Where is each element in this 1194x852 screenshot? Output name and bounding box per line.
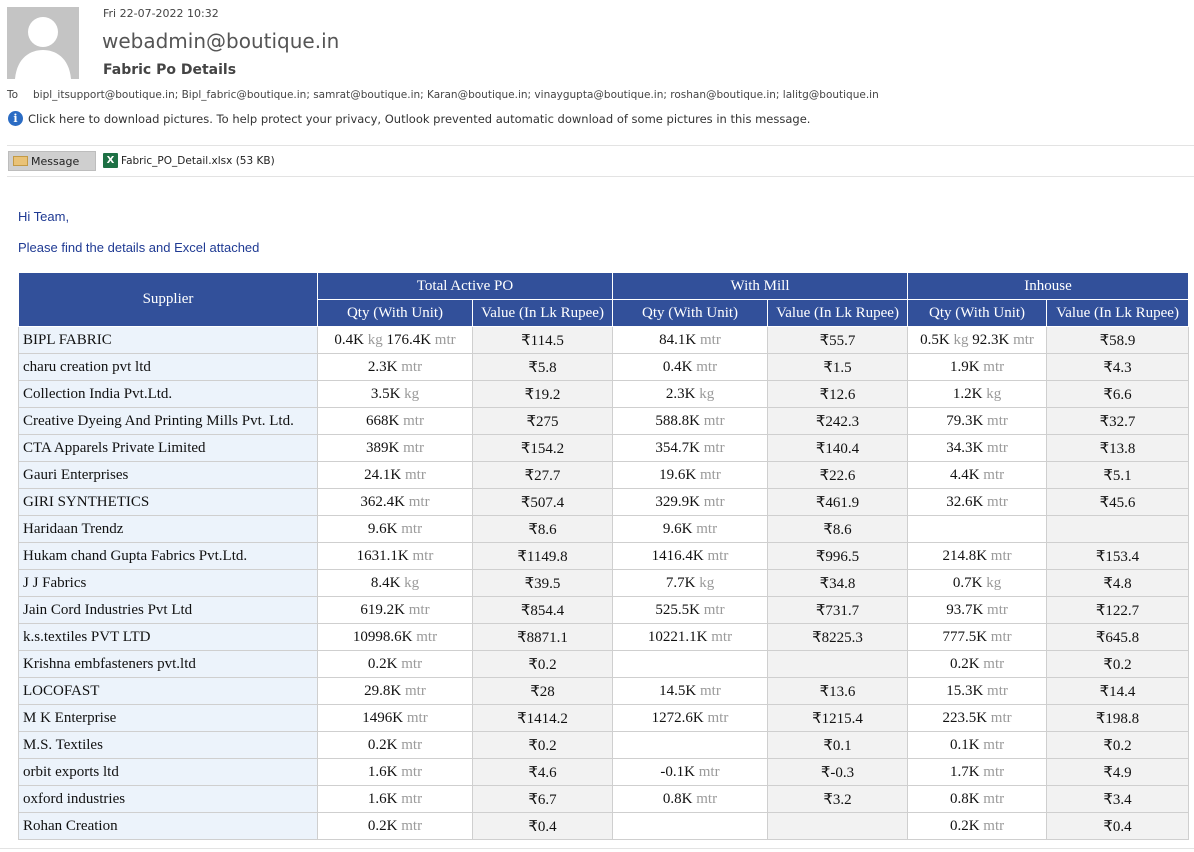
- supplier-cell: CTA Apparels Private Limited: [19, 435, 318, 462]
- qty-cell: [908, 786, 1047, 813]
- value-cell: ₹507.4: [473, 489, 613, 516]
- privacy-notice-text[interactable]: Click here to download pictures. To help protect your privacy, Outlook prevented automatic download of some pictures in this message.: [28, 111, 811, 126]
- qty-amount: 24.1K: [364, 466, 402, 483]
- supplier-cell: Hukam chand Gupta Fabrics Pvt.Ltd.: [19, 543, 318, 570]
- qty-unit: mtr: [983, 655, 1005, 672]
- value-cell: ₹1.5: [768, 354, 908, 381]
- excel-icon: X: [103, 153, 118, 168]
- qty-amount: 1.2K: [952, 385, 983, 402]
- qty-amount: 2.3K: [367, 358, 398, 375]
- qty-unit: kg: [404, 574, 420, 591]
- qty-unit: mtr: [405, 466, 426, 483]
- qty-unit: mtr: [987, 493, 1008, 510]
- supplier-cell: k.s.textiles PVT LTD: [19, 624, 318, 651]
- value-cell: ₹996.5: [768, 543, 908, 570]
- supplier-cell: oxford industries: [19, 786, 318, 813]
- qty-amount: 1631.1K: [356, 547, 409, 564]
- qty-cell: [908, 516, 1047, 543]
- table-row: [19, 759, 1189, 786]
- qty-cell: [613, 543, 768, 570]
- value-cell: ₹114.5: [473, 327, 613, 354]
- value-cell: ₹4.9: [1047, 759, 1189, 786]
- qty-unit: mtr: [401, 790, 423, 807]
- qty-unit: mtr: [983, 736, 1005, 753]
- value-cell: ₹13.6: [768, 678, 908, 705]
- email-date: Fri 22-07-2022 10:32: [103, 7, 219, 20]
- qty-cell: [318, 516, 473, 543]
- header-inhouse-qty: Qty (With Unit): [908, 300, 1047, 327]
- qty-cell: [908, 597, 1047, 624]
- qty-unit: mtr: [987, 412, 1008, 429]
- header-with-mill: With Mill: [613, 273, 908, 300]
- qty-unit: kg: [699, 385, 715, 402]
- supplier-cell: M.S. Textiles: [19, 732, 318, 759]
- qty-amount: 3.5K: [370, 385, 401, 402]
- attachment-label[interactable]: Fabric_PO_Detail.xlsx (53 KB): [121, 154, 275, 167]
- value-cell: ₹275: [473, 408, 613, 435]
- value-cell: ₹22.6: [768, 462, 908, 489]
- header-inhouse: Inhouse: [908, 273, 1189, 300]
- header-total-active-po: Total Active PO: [318, 273, 613, 300]
- table-row: [19, 732, 1189, 759]
- table-row: [19, 462, 1189, 489]
- supplier-cell: J J Fabrics: [19, 570, 318, 597]
- qty-cell: [613, 705, 768, 732]
- value-cell: ₹8.6: [768, 516, 908, 543]
- table-row: [19, 570, 1189, 597]
- value-cell: ₹4.6: [473, 759, 613, 786]
- qty-cell: [908, 813, 1047, 840]
- qty-unit: mtr: [401, 817, 423, 834]
- qty-unit: mtr: [707, 709, 729, 726]
- qty-cell: [908, 732, 1047, 759]
- qty-amount: 389K: [366, 439, 400, 456]
- qty-cell: [613, 624, 768, 651]
- value-cell: ₹140.4: [768, 435, 908, 462]
- qty-cell: [318, 327, 473, 354]
- qty-amount: 84.1K: [659, 331, 697, 348]
- table-row: [19, 381, 1189, 408]
- recipient-list[interactable]: bipl_itsupport@boutique.in; Bipl_fabric@boutique.in; samrat@boutique.in; Karan@boutique.in; vinaygupta@boutique.in; roshan@boutique.in; lalitg@boutique.in: [33, 89, 879, 101]
- qty-amount: 777.5K: [942, 628, 988, 645]
- greeting-text: Hi Team,: [18, 209, 70, 224]
- table-row: [19, 543, 1189, 570]
- qty-unit: mtr: [983, 763, 1005, 780]
- sender-avatar: [7, 7, 79, 79]
- qty-cell: [613, 678, 768, 705]
- qty-cell: [908, 759, 1047, 786]
- qty-unit: mtr: [403, 412, 424, 429]
- qty-unit: mtr: [987, 439, 1008, 456]
- qty-unit: mtr: [401, 736, 423, 753]
- value-cell: ₹28: [473, 678, 613, 705]
- table-row: [19, 327, 1189, 354]
- qty-cell: [908, 624, 1047, 651]
- value-cell: ₹154.2: [473, 435, 613, 462]
- qty-unit: mtr: [403, 439, 424, 456]
- qty-unit: mtr: [434, 331, 456, 348]
- value-cell: ₹0.2: [473, 651, 613, 678]
- qty-amount: 0.4K: [662, 358, 693, 375]
- qty-unit: mtr: [987, 682, 1008, 699]
- qty-unit: kg: [367, 331, 383, 348]
- header-inhouse-value: Value (In Lk Rupee): [1047, 300, 1189, 327]
- qty-amount: 588.8K: [655, 412, 701, 429]
- value-cell: ₹198.8: [1047, 705, 1189, 732]
- qty-unit: mtr: [983, 358, 1005, 375]
- value-cell: ₹1414.2: [473, 705, 613, 732]
- value-cell: ₹6.7: [473, 786, 613, 813]
- qty-amount: 223.5K: [942, 709, 988, 726]
- value-cell: ₹12.6: [768, 381, 908, 408]
- qty-unit: kg: [953, 331, 969, 348]
- qty-cell: [318, 624, 473, 651]
- qty-amount: 19.6K: [659, 466, 697, 483]
- qty-cell: [613, 759, 768, 786]
- qty-cell: [908, 408, 1047, 435]
- value-cell: ₹55.7: [768, 327, 908, 354]
- table-row: [19, 813, 1189, 840]
- header-total-value: Value (In Lk Rupee): [473, 300, 613, 327]
- qty-cell: [908, 651, 1047, 678]
- qty-cell: [613, 597, 768, 624]
- divider: [7, 176, 1194, 177]
- table-row: [19, 705, 1189, 732]
- qty-unit: mtr: [703, 439, 725, 456]
- qty-amount: 0.4K: [334, 331, 364, 348]
- table-row: [19, 597, 1189, 624]
- value-cell: ₹27.7: [473, 462, 613, 489]
- header-total-qty: Qty (With Unit): [318, 300, 473, 327]
- qty-unit: mtr: [416, 628, 438, 645]
- value-cell: ₹45.6: [1047, 489, 1189, 516]
- qty-unit: mtr: [707, 547, 729, 564]
- person-icon: [7, 7, 79, 79]
- qty-cell: [318, 597, 473, 624]
- value-cell: ₹8225.3: [768, 624, 908, 651]
- qty-cell: [318, 543, 473, 570]
- value-cell: ₹4.3: [1047, 354, 1189, 381]
- qty-amount: 1272.6K: [651, 709, 704, 726]
- qty-amount: 4.4K: [949, 466, 980, 483]
- qty-unit: mtr: [700, 466, 721, 483]
- header-mill-qty: Qty (With Unit): [613, 300, 768, 327]
- qty-cell: [318, 462, 473, 489]
- table-row: [19, 516, 1189, 543]
- value-cell: ₹242.3: [768, 408, 908, 435]
- qty-cell: [908, 489, 1047, 516]
- qty-amount: 0.2K: [367, 817, 398, 834]
- value-cell: ₹5.1: [1047, 462, 1189, 489]
- qty-unit: mtr: [401, 655, 423, 672]
- recipients-row: [7, 89, 879, 101]
- qty-cell: [908, 462, 1047, 489]
- supplier-cell: Krishna embfasteners pvt.ltd: [19, 651, 318, 678]
- value-cell: ₹122.7: [1047, 597, 1189, 624]
- qty-amount: 1.7K: [949, 763, 980, 780]
- table-row: [19, 435, 1189, 462]
- value-cell: ₹0.4: [1047, 813, 1189, 840]
- qty-cell: [613, 462, 768, 489]
- supplier-cell: BIPL FABRIC: [19, 327, 318, 354]
- value-cell: ₹0.2: [1047, 732, 1189, 759]
- qty-cell: [318, 786, 473, 813]
- qty-unit: mtr: [401, 763, 423, 780]
- value-cell: ₹-0.3: [768, 759, 908, 786]
- value-cell: ₹5.8: [473, 354, 613, 381]
- qty-cell: [318, 570, 473, 597]
- qty-unit: kg: [404, 385, 420, 402]
- email-subject: Fabric Po Details: [103, 62, 237, 78]
- supplier-cell: M K Enterprise: [19, 705, 318, 732]
- value-cell: ₹0.2: [473, 732, 613, 759]
- value-cell: ₹6.6: [1047, 381, 1189, 408]
- intro-text: Please find the details and Excel attached: [18, 240, 260, 255]
- qty-unit: mtr: [696, 358, 718, 375]
- qty-unit: mtr: [401, 358, 423, 375]
- qty-amount: 14.5K: [659, 682, 697, 699]
- qty-amount: 10221.1K: [647, 628, 708, 645]
- qty-amount: 7.7K: [665, 574, 696, 591]
- email-header: [0, 0, 1194, 176]
- attachment-item[interactable]: [103, 153, 275, 168]
- qty-cell: [318, 354, 473, 381]
- qty-unit: mtr: [983, 466, 1005, 483]
- qty-cell: [908, 435, 1047, 462]
- value-cell: ₹0.4: [473, 813, 613, 840]
- value-cell: ₹3.4: [1047, 786, 1189, 813]
- qty-amount: 0.2K: [367, 655, 398, 672]
- qty-amount: 92.3K: [972, 331, 1010, 348]
- qty-unit: mtr: [696, 520, 718, 537]
- qty-cell: [908, 327, 1047, 354]
- qty-amount: 32.6K: [946, 493, 984, 510]
- qty-cell: [613, 408, 768, 435]
- qty-amount: 1.6K: [367, 790, 398, 807]
- qty-cell: [908, 543, 1047, 570]
- qty-unit: mtr: [990, 628, 1012, 645]
- value-cell: ₹1215.4: [768, 705, 908, 732]
- qty-amount: 0.5K: [920, 331, 950, 348]
- value-cell: ₹58.9: [1047, 327, 1189, 354]
- qty-unit: mtr: [703, 493, 725, 510]
- value-cell: ₹4.8: [1047, 570, 1189, 597]
- value-cell: ₹19.2: [473, 381, 613, 408]
- qty-cell: [318, 651, 473, 678]
- qty-cell: [613, 732, 768, 759]
- qty-amount: 2.3K: [665, 385, 696, 402]
- qty-amount: 214.8K: [942, 547, 988, 564]
- qty-unit: mtr: [408, 601, 430, 618]
- to-label: To: [7, 89, 19, 101]
- table-row: [19, 786, 1189, 813]
- qty-amount: 1496K: [362, 709, 404, 726]
- privacy-notice[interactable]: [8, 111, 810, 126]
- value-cell: [1047, 516, 1189, 543]
- qty-amount: 9.6K: [662, 520, 693, 537]
- qty-unit: mtr: [700, 682, 721, 699]
- qty-amount: 0.2K: [367, 736, 398, 753]
- qty-unit: mtr: [408, 493, 430, 510]
- qty-unit: mtr: [990, 547, 1012, 564]
- qty-amount: 0.1K: [949, 736, 980, 753]
- qty-amount: 0.8K: [949, 790, 980, 807]
- supplier-cell: Haridaan Trendz: [19, 516, 318, 543]
- qty-cell: [318, 732, 473, 759]
- qty-unit: mtr: [698, 763, 720, 780]
- qty-cell: [613, 489, 768, 516]
- qty-amount: 0.2K: [949, 655, 980, 672]
- header-supplier: Supplier: [19, 273, 318, 327]
- value-cell: ₹854.4: [473, 597, 613, 624]
- qty-amount: 79.3K: [946, 412, 984, 429]
- qty-amount: 0.7K: [952, 574, 983, 591]
- qty-unit: mtr: [703, 412, 725, 429]
- value-cell: ₹645.8: [1047, 624, 1189, 651]
- qty-cell: [908, 705, 1047, 732]
- qty-unit: kg: [699, 574, 715, 591]
- qty-cell: [613, 327, 768, 354]
- qty-cell: [613, 786, 768, 813]
- qty-cell: [318, 489, 473, 516]
- fabric-po-table: [18, 272, 1189, 840]
- table-row: [19, 489, 1189, 516]
- qty-amount: 362.4K: [360, 493, 405, 510]
- divider: [7, 145, 1194, 146]
- qty-amount: 0.2K: [949, 817, 980, 834]
- header-mill-value: Value (In Lk Rupee): [768, 300, 908, 327]
- value-cell: ₹0.2: [1047, 651, 1189, 678]
- value-cell: [768, 813, 908, 840]
- qty-unit: mtr: [406, 709, 428, 726]
- qty-amount: 354.7K: [655, 439, 701, 456]
- qty-unit: mtr: [696, 790, 718, 807]
- qty-amount: 0.8K: [662, 790, 693, 807]
- qty-amount: 1.9K: [949, 358, 980, 375]
- qty-amount: 1.6K: [367, 763, 398, 780]
- value-cell: ₹1149.8: [473, 543, 613, 570]
- qty-amount: 619.2K: [360, 601, 405, 618]
- qty-unit: mtr: [700, 331, 721, 348]
- qty-unit: mtr: [412, 547, 434, 564]
- qty-cell: [318, 759, 473, 786]
- qty-amount: 9.6K: [367, 520, 398, 537]
- qty-cell: [318, 705, 473, 732]
- value-cell: ₹39.5: [473, 570, 613, 597]
- qty-amount: 29.8K: [364, 682, 402, 699]
- qty-cell: [613, 570, 768, 597]
- qty-cell: [318, 678, 473, 705]
- table-row: [19, 678, 1189, 705]
- qty-amount: 34.3K: [946, 439, 984, 456]
- qty-amount: 15.3K: [946, 682, 984, 699]
- qty-unit: kg: [986, 385, 1002, 402]
- qty-unit: mtr: [401, 520, 423, 537]
- qty-unit: mtr: [983, 790, 1005, 807]
- supplier-cell: orbit exports ltd: [19, 759, 318, 786]
- value-cell: ₹731.7: [768, 597, 908, 624]
- value-cell: ₹32.7: [1047, 408, 1189, 435]
- qty-amount: 1416.4K: [651, 547, 704, 564]
- qty-cell: [908, 678, 1047, 705]
- supplier-cell: GIRI SYNTHETICS: [19, 489, 318, 516]
- value-cell: ₹153.4: [1047, 543, 1189, 570]
- supplier-cell: LOCOFAST: [19, 678, 318, 705]
- qty-amount: 668K: [366, 412, 400, 429]
- qty-cell: [318, 435, 473, 462]
- qty-unit: mtr: [987, 601, 1008, 618]
- table-row: [19, 408, 1189, 435]
- qty-amount: 525.5K: [655, 601, 701, 618]
- qty-unit: mtr: [703, 601, 725, 618]
- qty-cell: [613, 651, 768, 678]
- qty-amount: 8.4K: [370, 574, 401, 591]
- message-tab-label: Message: [31, 154, 80, 168]
- value-cell: [768, 651, 908, 678]
- qty-cell: [318, 381, 473, 408]
- qty-amount: 93.7K: [946, 601, 984, 618]
- message-tab[interactable]: [8, 151, 96, 171]
- qty-cell: [613, 435, 768, 462]
- qty-amount: 10998.6K: [352, 628, 413, 645]
- qty-cell: [318, 408, 473, 435]
- qty-cell: [613, 381, 768, 408]
- supplier-cell: Rohan Creation: [19, 813, 318, 840]
- table-row: [19, 624, 1189, 651]
- value-cell: ₹13.8: [1047, 435, 1189, 462]
- value-cell: ₹0.1: [768, 732, 908, 759]
- qty-cell: [318, 813, 473, 840]
- value-cell: ₹14.4: [1047, 678, 1189, 705]
- value-cell: ₹3.2: [768, 786, 908, 813]
- supplier-cell: charu creation pvt ltd: [19, 354, 318, 381]
- qty-unit: mtr: [990, 709, 1012, 726]
- table-row: [19, 651, 1189, 678]
- qty-unit: mtr: [1013, 331, 1034, 348]
- supplier-cell: Creative Dyeing And Printing Mills Pvt. Ltd.: [19, 408, 318, 435]
- table-body: [19, 327, 1189, 840]
- qty-amount: -0.1K: [660, 763, 695, 780]
- qty-cell: [613, 516, 768, 543]
- supplier-cell: Collection India Pvt.Ltd.: [19, 381, 318, 408]
- qty-amount: 176.4K: [386, 331, 432, 348]
- qty-cell: [613, 354, 768, 381]
- qty-cell: [613, 813, 768, 840]
- sender-address[interactable]: webadmin@boutique.in: [102, 29, 340, 53]
- value-cell: ₹34.8: [768, 570, 908, 597]
- qty-cell: [908, 381, 1047, 408]
- qty-unit: mtr: [405, 682, 426, 699]
- value-cell: ₹8871.1: [473, 624, 613, 651]
- divider: [0, 848, 1194, 849]
- supplier-cell: Gauri Enterprises: [19, 462, 318, 489]
- qty-unit: mtr: [711, 628, 733, 645]
- value-cell: ₹461.9: [768, 489, 908, 516]
- table-row: [19, 354, 1189, 381]
- qty-cell: [908, 570, 1047, 597]
- qty-unit: kg: [986, 574, 1002, 591]
- qty-cell: [908, 354, 1047, 381]
- envelope-icon: [13, 156, 28, 166]
- supplier-cell: Jain Cord Industries Pvt Ltd: [19, 597, 318, 624]
- info-icon: i: [8, 111, 23, 126]
- value-cell: ₹8.6: [473, 516, 613, 543]
- qty-amount: 329.9K: [655, 493, 701, 510]
- qty-unit: mtr: [983, 817, 1005, 834]
